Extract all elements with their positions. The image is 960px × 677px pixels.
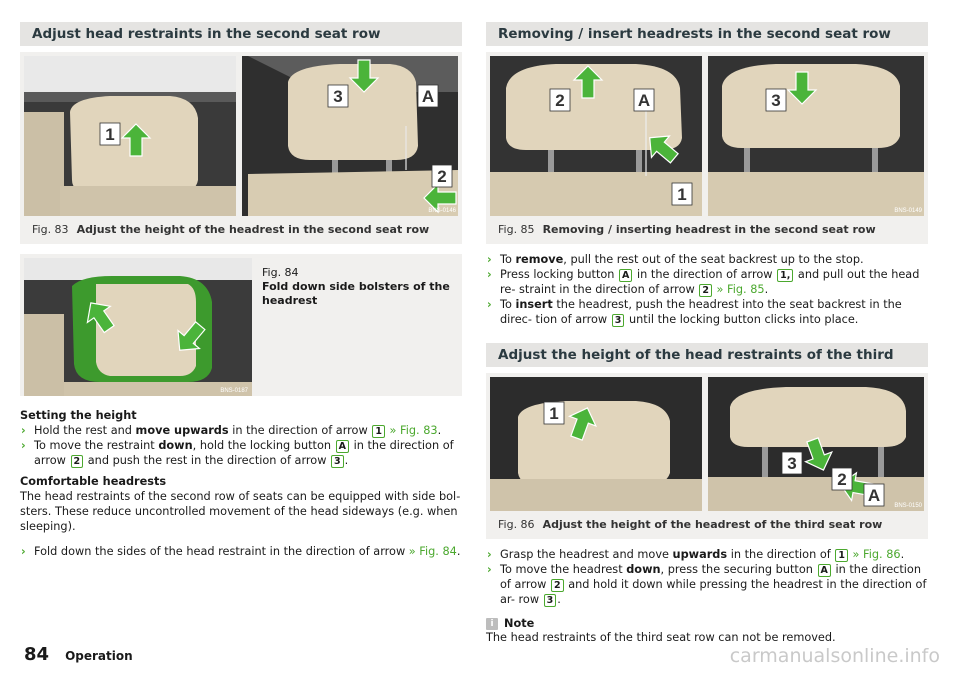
watermark: carmanualsonline.info: [729, 645, 940, 667]
figure-86-image: [486, 373, 928, 511]
figure-86-caption: Fig. 86 Adjust the height of the headrest of the third seat row: [498, 518, 883, 531]
note-box: [486, 617, 928, 645]
page-number: 84: [24, 644, 50, 665]
svg-text:1: 1: [105, 125, 115, 144]
marker-label: [100, 123, 120, 145]
svg-text:1: 1: [549, 404, 559, 423]
step-item: › To insert the headrest, push the headrest into the seat backrest in the direc- tion of arrow 3 until the locking button clicks into place.: [487, 298, 902, 326]
figure-83-image: [20, 52, 462, 216]
note-heading: [486, 617, 928, 630]
svg-text:2: 2: [837, 470, 847, 489]
step-item: › Hold the rest and move upwards in the direction of arrow 1 » Fig. 83.: [21, 424, 442, 437]
svg-text:2: 2: [555, 91, 565, 110]
svg-text:A: A: [637, 91, 651, 110]
step-item: › Press locking button A in the direction of arrow 1, and pull out the head re- straint in the direction of arrow 2 » Fig. 85.: [487, 268, 920, 296]
note-text: The head restraints of the third seat row can not be removed.: [486, 631, 836, 644]
figure-ref-link[interactable]: » Fig. 86: [852, 548, 901, 561]
marker-label: [782, 452, 802, 474]
marker-label: [634, 89, 654, 111]
chapter-name: Operation: [65, 649, 133, 663]
step-item: › Grasp the headrest and move upwards in the direction of 1 » Fig. 86.: [487, 548, 905, 561]
image-code: BNS-0146: [428, 208, 456, 214]
image-code: BNS-0187: [220, 388, 248, 394]
section-title: Removing / insert headrests in the second seat row: [486, 22, 928, 46]
setting-section: [20, 408, 462, 559]
marker-label: [672, 183, 692, 205]
figure-85-image: [486, 52, 928, 216]
figure-ref-link[interactable]: » Fig. 85: [716, 283, 765, 296]
left-column: [20, 22, 462, 559]
third-row-steps: [486, 547, 928, 607]
section-title: Adjust the height of the head restraints of the third: [486, 343, 928, 367]
svg-text:3: 3: [333, 87, 343, 106]
marker-label: [550, 89, 570, 111]
svg-text:A: A: [421, 87, 435, 106]
svg-text:2: 2: [437, 167, 447, 186]
step-item: › To remove, pull the rest out of the seat backrest up to the stop.: [487, 253, 864, 266]
marker-label: [432, 165, 452, 187]
marker-label: [864, 484, 884, 506]
marker-label: [328, 85, 348, 107]
figure-85-caption: Fig. 85 Removing / inserting headrest in the second seat row: [498, 223, 876, 236]
section-title: Adjust head restraints in the second seat row: [20, 22, 462, 46]
image-code: BNS-0149: [894, 208, 922, 214]
svg-text:1: 1: [677, 185, 687, 204]
figure-83: [20, 52, 462, 244]
page-footer: [24, 644, 133, 665]
figure-ref-link[interactable]: » Fig. 84: [408, 545, 457, 558]
figure-83-caption: Fig. 83 Adjust the height of the headrest in the second seat row: [32, 223, 430, 236]
svg-text:A: A: [867, 486, 881, 505]
marker-label: [544, 402, 564, 424]
info-icon: i: [486, 618, 498, 630]
svg-text:3: 3: [787, 454, 797, 473]
figure-86: [486, 373, 928, 539]
figure-84-image: [20, 254, 252, 396]
remove-insert-steps: [486, 252, 928, 327]
image-code: BNS-0150: [894, 503, 922, 509]
svg-text:3: 3: [771, 91, 781, 110]
figure-84-caption: Fig. 84 Fold down side bolsters of the headrest: [262, 266, 450, 307]
note-label: Note: [504, 617, 535, 630]
right-column: [486, 22, 928, 645]
step-item: › To move the restraint down, hold the locking button A in the direction of arrow 2 and push the rest in the direction of arrow 3 .: [21, 439, 454, 467]
figure-84: [20, 254, 462, 396]
figure-ref-link[interactable]: » Fig. 83: [389, 424, 438, 437]
marker-label: [832, 468, 852, 490]
figure-85: [486, 52, 928, 244]
comfort-paragraph: The head restraints of the second row of seats can be equipped with side bol- sters. These reduce uncontrolled movement of the head sideways (e.g. when sleeping).: [20, 490, 461, 533]
marker-label: [766, 89, 786, 111]
comfort-heading: Comfortable headrests: [20, 475, 167, 488]
marker-label: [418, 85, 438, 107]
setting-heading: Setting the height: [20, 409, 137, 422]
step-item: › To move the headrest down, press the securing button A in the direction of arrow 2 and hold it down while pressing the headrest in the direction of ar- row 3 .: [487, 563, 927, 606]
step-item: › Fold down the sides of the head restraint in the direction of arrow » Fig. 84.: [21, 545, 461, 558]
